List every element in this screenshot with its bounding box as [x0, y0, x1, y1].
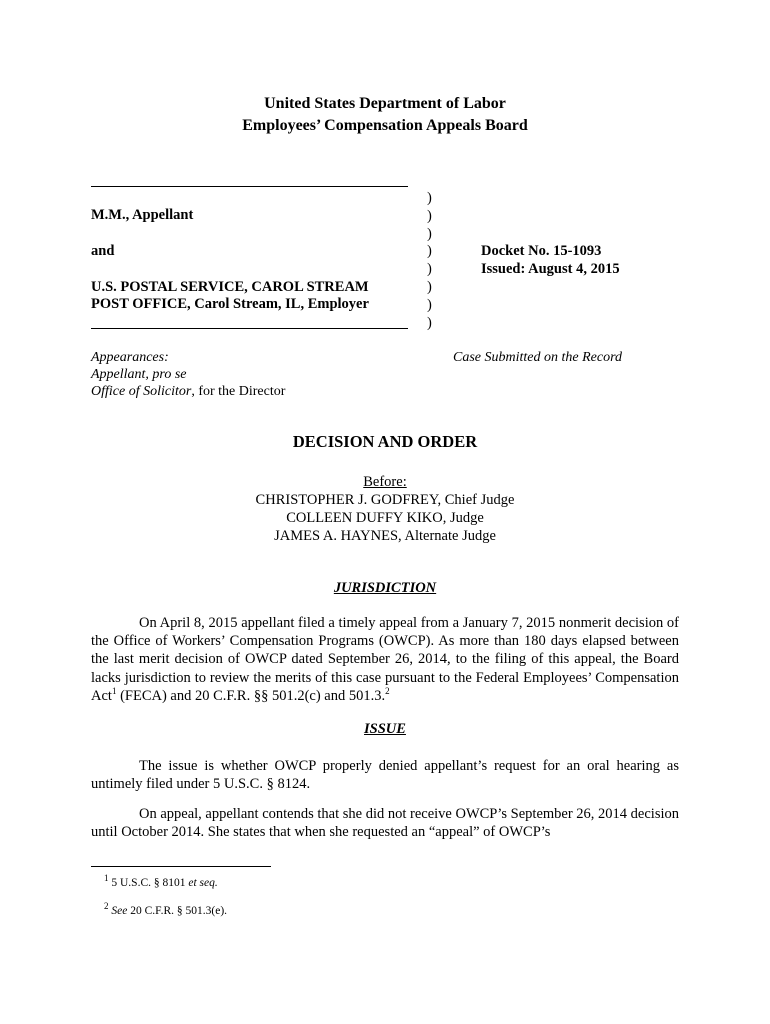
panel-block	[0, 473, 770, 545]
footnote-2-after: 20 C.F.R. § 501.3(e).	[127, 905, 228, 917]
footnote-ref-2: 2	[385, 685, 390, 696]
paren: )	[427, 225, 432, 242]
appellant-name: M.M., Appellant	[91, 207, 194, 223]
judge-1: CHRISTOPHER J. GODFREY, Chief Judge	[255, 492, 515, 508]
solicitor-label: Office of Solicitor	[91, 384, 192, 399]
footnote-rule	[91, 866, 271, 867]
solicitor-suffix: , for the Director	[191, 384, 286, 399]
employer-line-2: POST OFFICE, Carol Stream, IL, Employer	[91, 296, 369, 312]
appellant-appearance: Appellant, pro se	[91, 367, 187, 382]
issue-paragraph-2: On appeal, appellant contends that she did not receive OWCP’s September 26, 2014 decision until October 2014. She states that when she requested an “appeal” of OWCP’s	[91, 806, 679, 841]
docket-number: Docket No. 15-1093	[481, 243, 602, 259]
paren: )	[427, 296, 432, 313]
paren: )	[427, 278, 432, 295]
issued-date: Issued: August 4, 2015	[481, 261, 620, 277]
judge-3: JAMES A. HAYNES, Alternate Judge	[274, 528, 496, 544]
caption-parens	[427, 190, 432, 332]
board-title: Employees’ Compensation Appeals Board	[242, 117, 528, 134]
caption-and: and	[91, 243, 115, 259]
decision-title: DECISION AND ORDER	[292, 432, 478, 451]
issue-heading: ISSUE	[364, 721, 406, 737]
paren: )	[427, 207, 432, 224]
footnote-1-text: 5 U.S.C. § 8101	[111, 877, 189, 889]
paren: )	[427, 190, 432, 206]
footnote-1-italic: et seq.	[188, 877, 218, 889]
caption-bottom-rule	[91, 328, 408, 329]
footnote-1	[104, 873, 218, 890]
footnote-ref-1: 1	[111, 685, 117, 696]
jurisdiction-text-1: On April 8, 2015 appellant filed a timely appeal from a January 7, 2015 nonmerit decision of the Office of Workers’ Compensation Programs (OWCP). As more than 180 days elapsed between the last merit decision of OWCP dated September 26, 2014, to the filing of this appeal, the Board lacks jurisdiction to review the merits of this case pursuant to the Federal Employees’ Compensation Act	[91, 615, 679, 704]
paren: )	[427, 261, 432, 278]
footnote-2-number: 2	[104, 901, 109, 912]
jurisdiction-text-2: (FECA) and 20 C.F.R. §§ 501.2(c) and 501.3.	[116, 687, 386, 704]
solicitor-appearance	[91, 383, 285, 400]
before-label: Before:	[363, 474, 407, 490]
footnote-2-italic: See	[111, 905, 128, 917]
paren: )	[427, 243, 432, 260]
employer-line-1: U.S. POSTAL SERVICE, CAROL STREAM	[91, 279, 369, 295]
issue-paragraph-1: The issue is whether OWCP properly denied appellant’s request for an oral hearing as untimely filed under 5 U.S.C. § 8124.	[91, 758, 679, 793]
appearances-heading: Appearances:	[91, 350, 169, 365]
jurisdiction-heading: JURISDICTION	[333, 580, 437, 596]
footnote-1-number: 1	[104, 873, 109, 884]
caption-top-rule	[91, 186, 408, 187]
agency-title: United States Department of Labor	[264, 95, 506, 112]
judge-2: COLLEEN DUFFY KIKO, Judge	[286, 510, 484, 526]
jurisdiction-paragraph	[91, 614, 679, 705]
paren: )	[427, 314, 432, 331]
footnote-2	[104, 901, 228, 918]
case-submitted: Case Submitted on the Record	[453, 350, 623, 365]
